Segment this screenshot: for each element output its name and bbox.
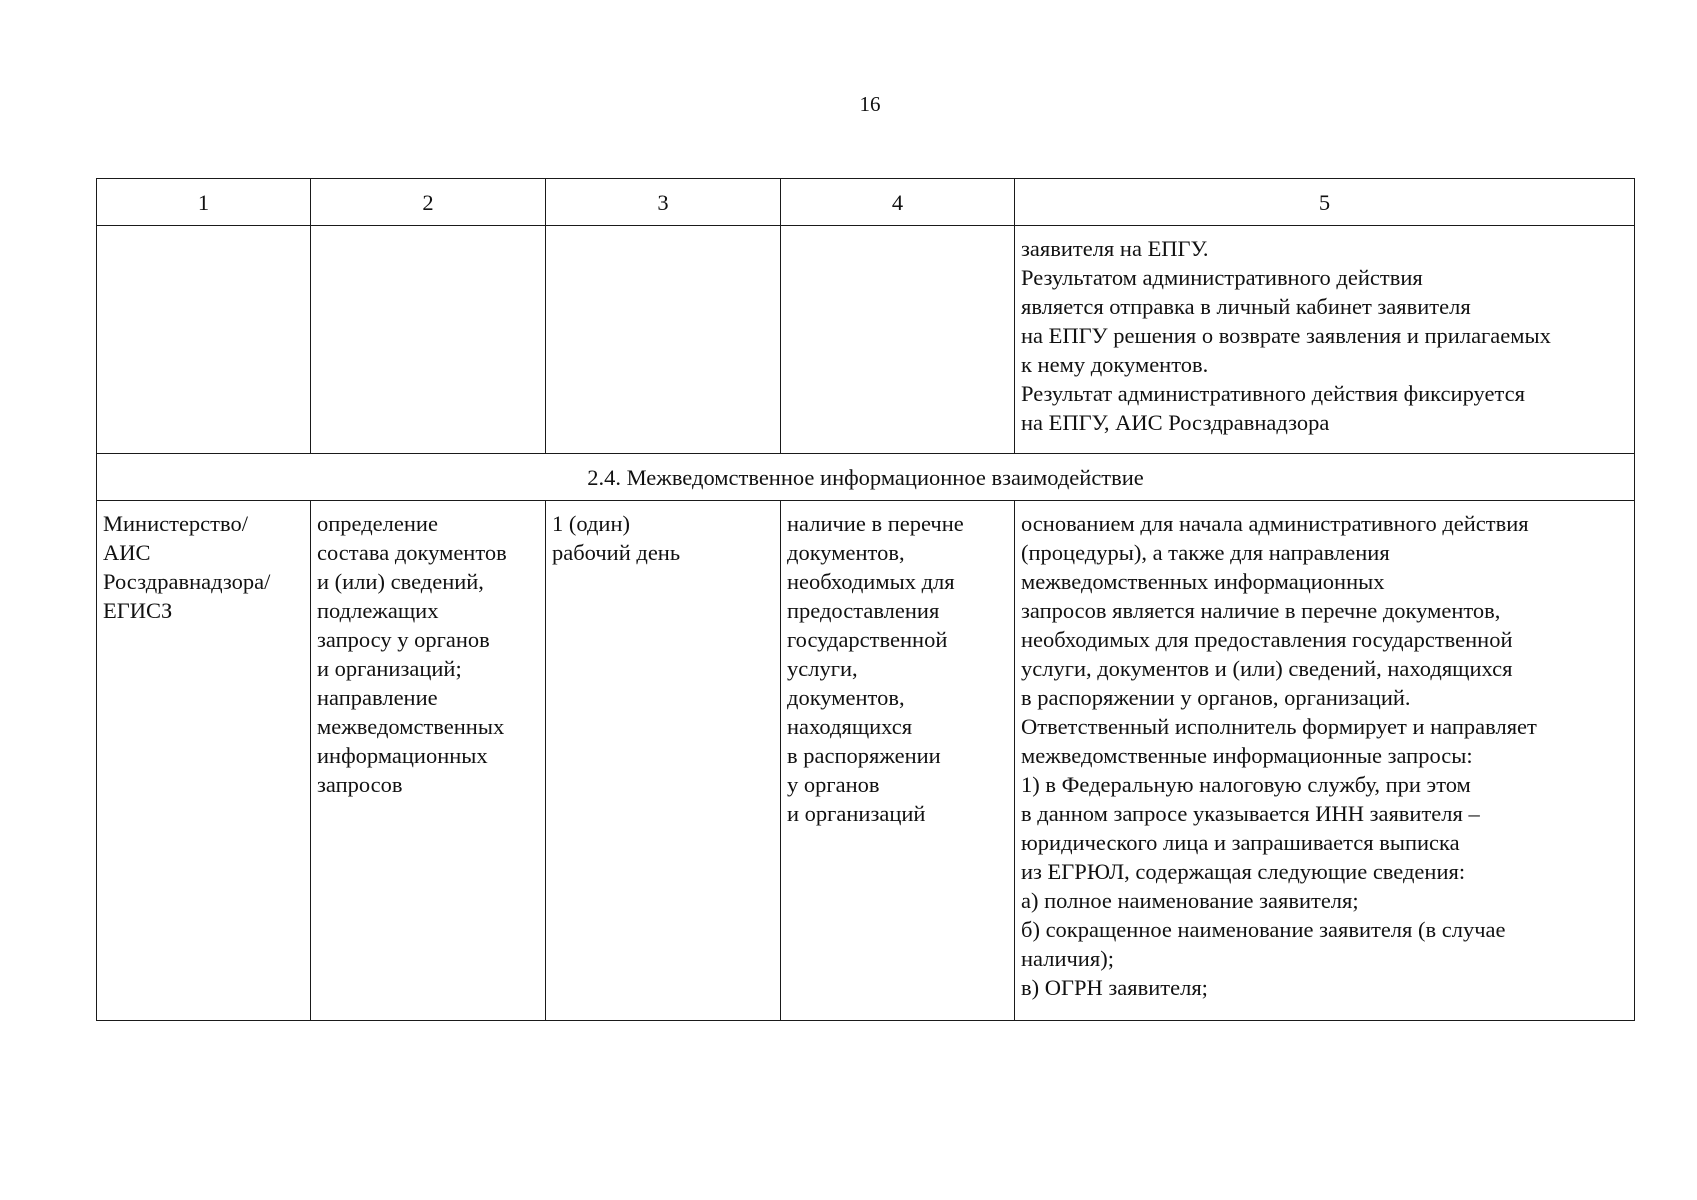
continuation-row <box>97 226 1635 454</box>
text-line: запросу у органов <box>317 627 490 652</box>
text-line: в данном запросе указывается ИНН заявителя – <box>1021 801 1480 826</box>
text-line: документов, <box>787 540 905 565</box>
column-number-4: 4 <box>781 179 1015 226</box>
text-line: Ответственный исполнитель формирует и направляет <box>1021 714 1537 739</box>
text-line: запросов <box>317 772 403 797</box>
continuation-cell-5 <box>1015 226 1635 454</box>
text-line: ЕГИСЗ <box>103 598 173 623</box>
text-line: (процедуры), а также для направления <box>1021 540 1390 565</box>
column-number-row <box>97 179 1635 226</box>
section-row <box>97 454 1635 501</box>
text-line: 1) в Федеральную налоговую службу, при этом <box>1021 772 1471 797</box>
text-line: информационных <box>317 743 488 768</box>
duration-cell <box>546 501 781 1021</box>
responsible-cell <box>97 501 311 1021</box>
action-content-cell <box>311 501 546 1021</box>
text-line: необходимых для <box>787 569 955 594</box>
text-line: в) ОГРН заявителя; <box>1021 975 1208 1000</box>
text-line: услуги, <box>787 656 858 681</box>
text-line: юридического лица и запрашивается выписка <box>1021 830 1460 855</box>
text-line: является отправка в личный кабинет заявителя <box>1021 294 1471 319</box>
column-number-1: 1 <box>97 179 311 226</box>
text-line: в распоряжении у органов, организаций. <box>1021 685 1411 710</box>
text-line: на ЕПГУ, АИС Росздравнадзора <box>1021 410 1330 435</box>
text-line: подлежащих <box>317 598 439 623</box>
text-line: к нему документов. <box>1021 352 1209 377</box>
text-line: и (или) сведений, <box>317 569 484 594</box>
text-line: межведомственные информационные запросы: <box>1021 743 1473 768</box>
text-line: заявителя на ЕПГУ. <box>1021 236 1209 261</box>
column-number-5: 5 <box>1015 179 1635 226</box>
text-line: основанием для начала административного действия <box>1021 511 1529 536</box>
text-line: состава документов <box>317 540 507 565</box>
text-line: у органов <box>787 772 880 797</box>
column-number-2: 2 <box>311 179 546 226</box>
text-line: межведомственных <box>317 714 505 739</box>
text-line: межведомственных информационных <box>1021 569 1385 594</box>
text-line: из ЕГРЮЛ, содержащая следующие сведения: <box>1021 859 1466 884</box>
text-line: государственной <box>787 627 948 652</box>
text-line: 1 (один) <box>552 511 630 536</box>
text-line: б) сокращенное наименование заявителя (в случае <box>1021 917 1506 942</box>
description-cell <box>1015 501 1635 1021</box>
text-line: документов, <box>787 685 905 710</box>
text-line: Результатом административного действия <box>1021 265 1423 290</box>
text-line: определение <box>317 511 438 536</box>
text-line: АИС <box>103 540 151 565</box>
criteria-cell <box>781 501 1015 1021</box>
text-line: в распоряжении <box>787 743 941 768</box>
section-title: 2.4. Межведомственное информационное взаимодействие <box>97 454 1635 501</box>
text-line: наличие в перечне <box>787 511 964 536</box>
text-line: Министерство/ <box>103 511 248 536</box>
text-line: рабочий день <box>552 540 681 565</box>
continuation-cell-1 <box>97 226 311 454</box>
text-line: запросов является наличие в перечне документов, <box>1021 598 1501 623</box>
regulation-table <box>96 178 1635 1021</box>
text-line: а) полное наименование заявителя; <box>1021 888 1359 913</box>
text-line: услуги, документов и (или) сведений, находящихся <box>1021 656 1513 681</box>
data-row <box>97 501 1635 1021</box>
text-line: на ЕПГУ решения о возврате заявления и прилагаемых <box>1021 323 1551 348</box>
text-line: Росздравнадзора/ <box>103 569 271 594</box>
text-line: необходимых для предоставления государственной <box>1021 627 1513 652</box>
continuation-cell-3 <box>546 226 781 454</box>
page-number: 16 <box>859 92 881 116</box>
text-line: направление <box>317 685 438 710</box>
text-line: наличия); <box>1021 946 1114 971</box>
text-line: Результат административного действия фиксируется <box>1021 381 1525 406</box>
column-number-3: 3 <box>546 179 781 226</box>
text-line: предоставления <box>787 598 940 623</box>
continuation-cell-4 <box>781 226 1015 454</box>
text-line: и организаций; <box>317 656 462 681</box>
text-line: находящихся <box>787 714 913 739</box>
continuation-cell-2 <box>311 226 546 454</box>
text-line: и организаций <box>787 801 926 826</box>
